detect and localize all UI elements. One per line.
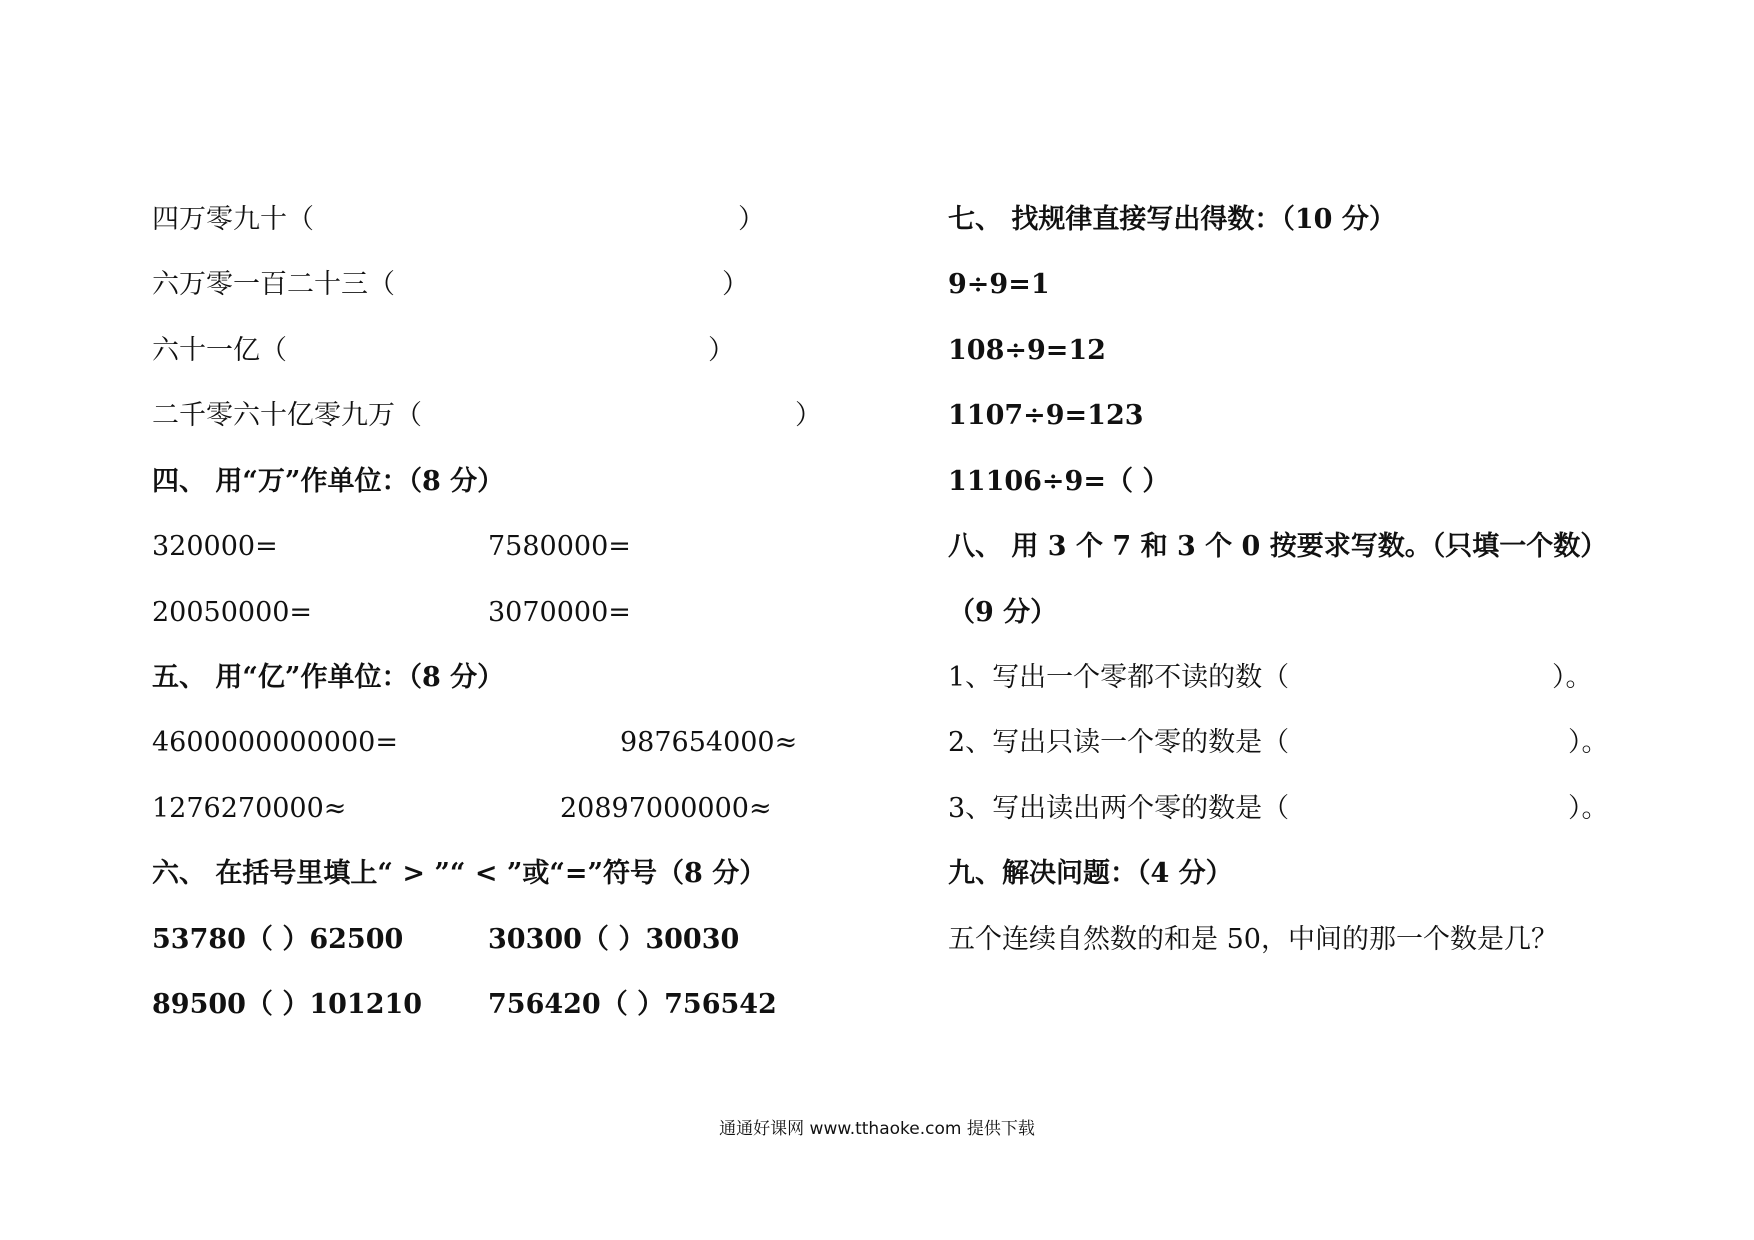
sec6-item: 30300（ ）30030 xyxy=(488,924,740,955)
sec4-item: 320000= xyxy=(152,531,278,562)
sec8-item: 1、写出一个零都不读的数（ xyxy=(948,662,1290,693)
sec8-item-close: ）。 xyxy=(1568,727,1609,758)
sec8-item-close: ）。 xyxy=(1552,662,1593,693)
conv-item-2 xyxy=(152,268,395,302)
section-4-title: 四、 用“万”作单位：（8 分） xyxy=(152,466,505,497)
conv-item-1 xyxy=(152,203,314,237)
sec5-item: 4600000000000= xyxy=(152,727,398,758)
conv-item-text: 六万零一百二十三（ xyxy=(152,269,395,300)
conv-item-3 xyxy=(152,334,287,368)
conv-item-close: ） xyxy=(795,400,822,431)
section-6-title: 六、 在括号里填上“ > ”“ < ”或“=”符号（8 分） xyxy=(152,858,767,889)
sec6-item: 89500（ ）101210 xyxy=(152,989,423,1020)
pattern-line: 1107÷9=123 xyxy=(948,400,1144,431)
section-7-title: 七、 找规律直接写出得数：（10 分） xyxy=(948,204,1396,235)
conv-item-close: ） xyxy=(738,204,765,235)
sec4-item: 20050000= xyxy=(152,597,313,628)
page-footer: 通通好课网 www.tthaoke.com 提供下载 xyxy=(719,1119,1035,1139)
sec5-item: 987654000≈ xyxy=(620,727,798,758)
conv-item-4 xyxy=(152,399,422,433)
sec5-item: 1276270000≈ xyxy=(152,793,347,824)
sec4-item: 3070000= xyxy=(488,597,631,628)
conv-item-close: ） xyxy=(708,335,735,366)
conv-item-text: 二千零六十亿零九万（ xyxy=(152,400,422,431)
conv-item-text: 六十一亿（ xyxy=(152,335,287,366)
sec8-item: 3、写出读出两个零的数是（ xyxy=(948,793,1290,824)
conv-item-text: 四万零九十（ xyxy=(152,204,314,235)
section-5-title: 五、 用“亿”作单位：（8 分） xyxy=(152,662,505,693)
section-9-question: 五个连续自然数的和是 50，中间的那一个数是几？ xyxy=(948,924,1558,955)
sec5-item: 20897000000≈ xyxy=(560,793,772,824)
section-9-title: 九、解决问题：（4 分） xyxy=(948,858,1233,889)
section-8-title-cont: （9 分） xyxy=(948,597,1058,628)
pattern-line: 9÷9=1 xyxy=(948,269,1050,300)
pattern-line: 108÷9=12 xyxy=(948,335,1106,366)
section-8-title: 八、 用 3 个 7 和 3 个 0 按要求写数。（只填一个数） xyxy=(948,531,1608,562)
sec8-item: 2、写出只读一个零的数是（ xyxy=(948,727,1290,758)
conv-item-close: ） xyxy=(722,269,749,300)
sec4-item: 7580000= xyxy=(488,531,631,562)
pattern-line: 11106÷9=（ ） xyxy=(948,466,1170,497)
sec6-item: 756420（ ）756542 xyxy=(488,989,777,1020)
sec8-item-close: ）。 xyxy=(1568,793,1609,824)
sec6-item: 53780（ ）62500 xyxy=(152,924,404,955)
